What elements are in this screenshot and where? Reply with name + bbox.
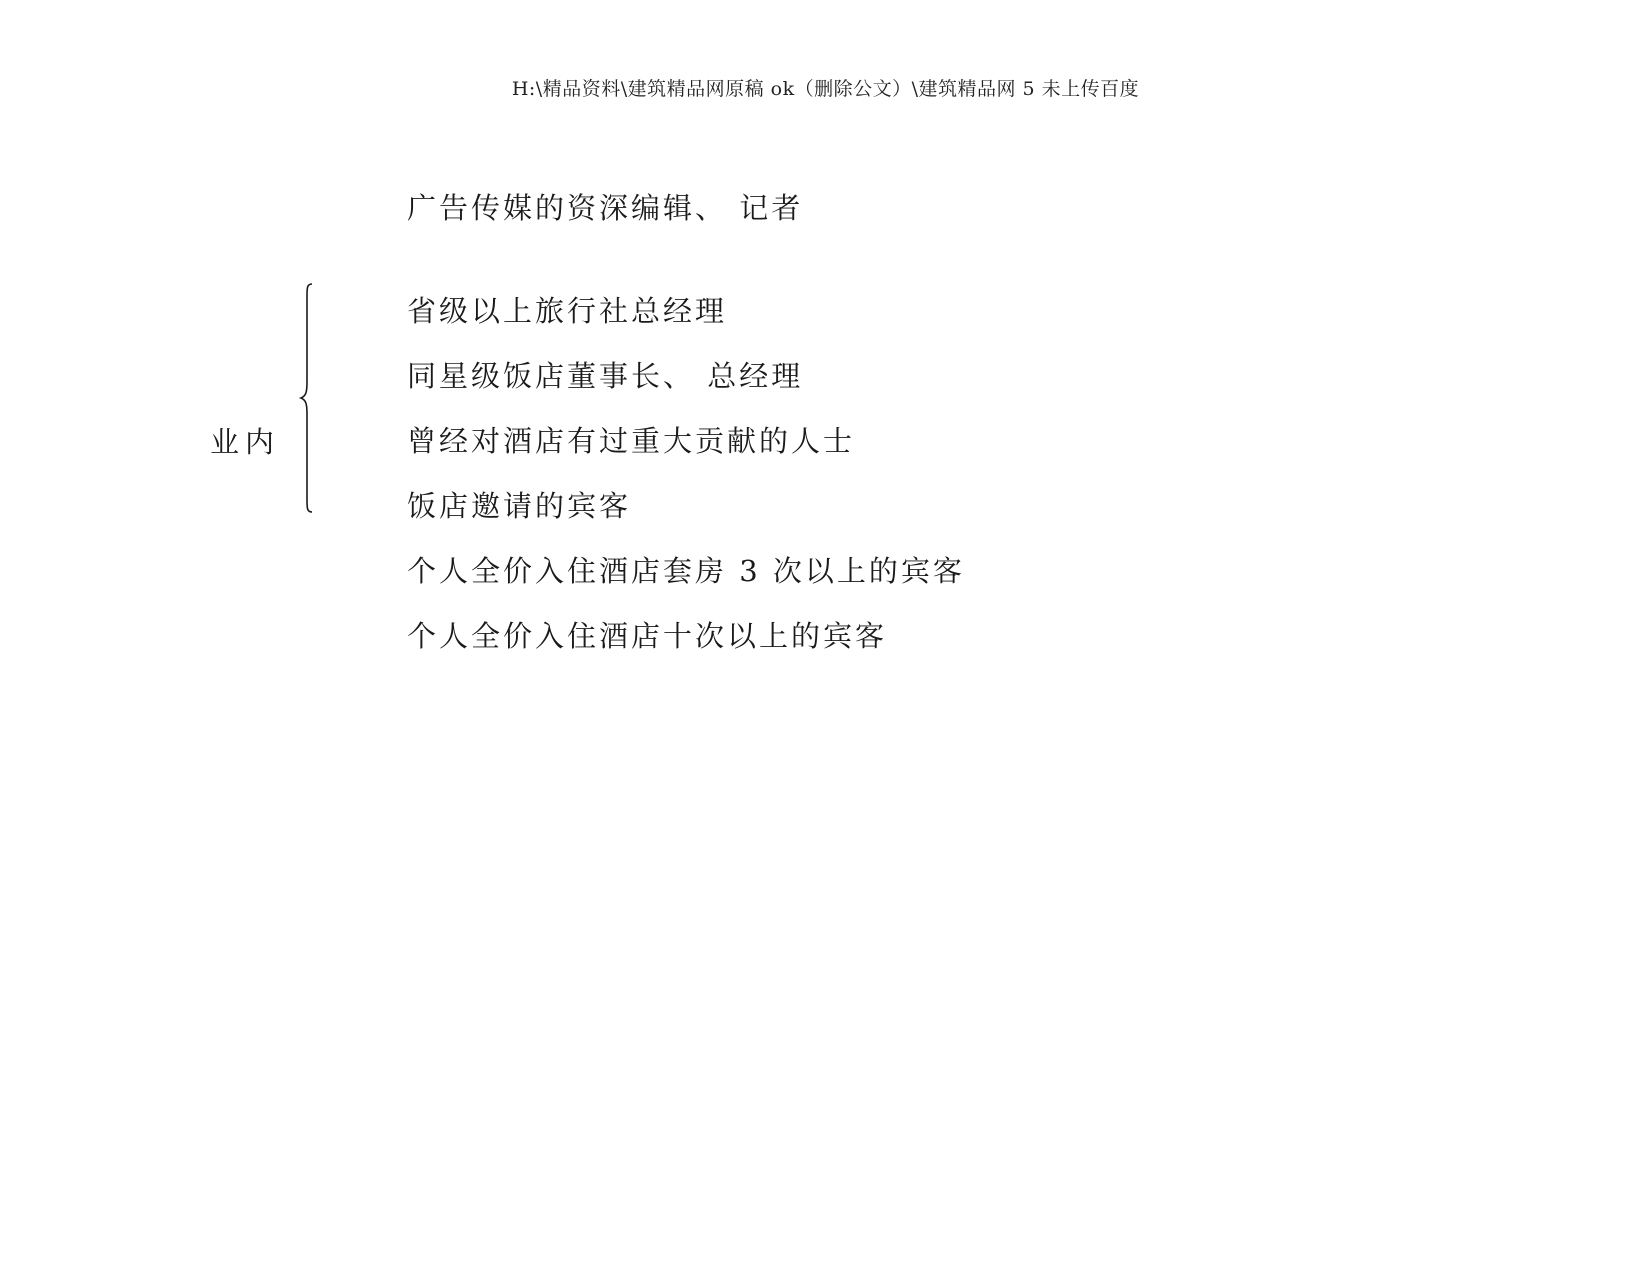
list-item-invited-guests: 饭店邀请的宾客 (407, 489, 632, 523)
curly-brace-icon (298, 282, 322, 514)
list-item-frequent-guests: 个人全价入住酒店十次以上的宾客 (407, 619, 888, 653)
list-item-travel-agency-managers: 省级以上旅行社总经理 (407, 294, 728, 328)
list-item-media-editors: 广告传媒的资深编辑、 记者 (407, 191, 804, 225)
group-label-industry: 业内 (210, 425, 281, 459)
list-item-contributors: 曾经对酒店有过重大贡献的人士 (407, 424, 856, 458)
list-item-hotel-chairmen: 同星级饭店董事长、 总经理 (407, 359, 804, 393)
file-path-header: H:\精品资料\建筑精品网原稿 ok（删除公文）\建筑精品网 5 未上传百度 (511, 78, 1140, 100)
list-item-suite-guests: 个人全价入住酒店套房 3 次以上的宾客 (407, 554, 965, 588)
